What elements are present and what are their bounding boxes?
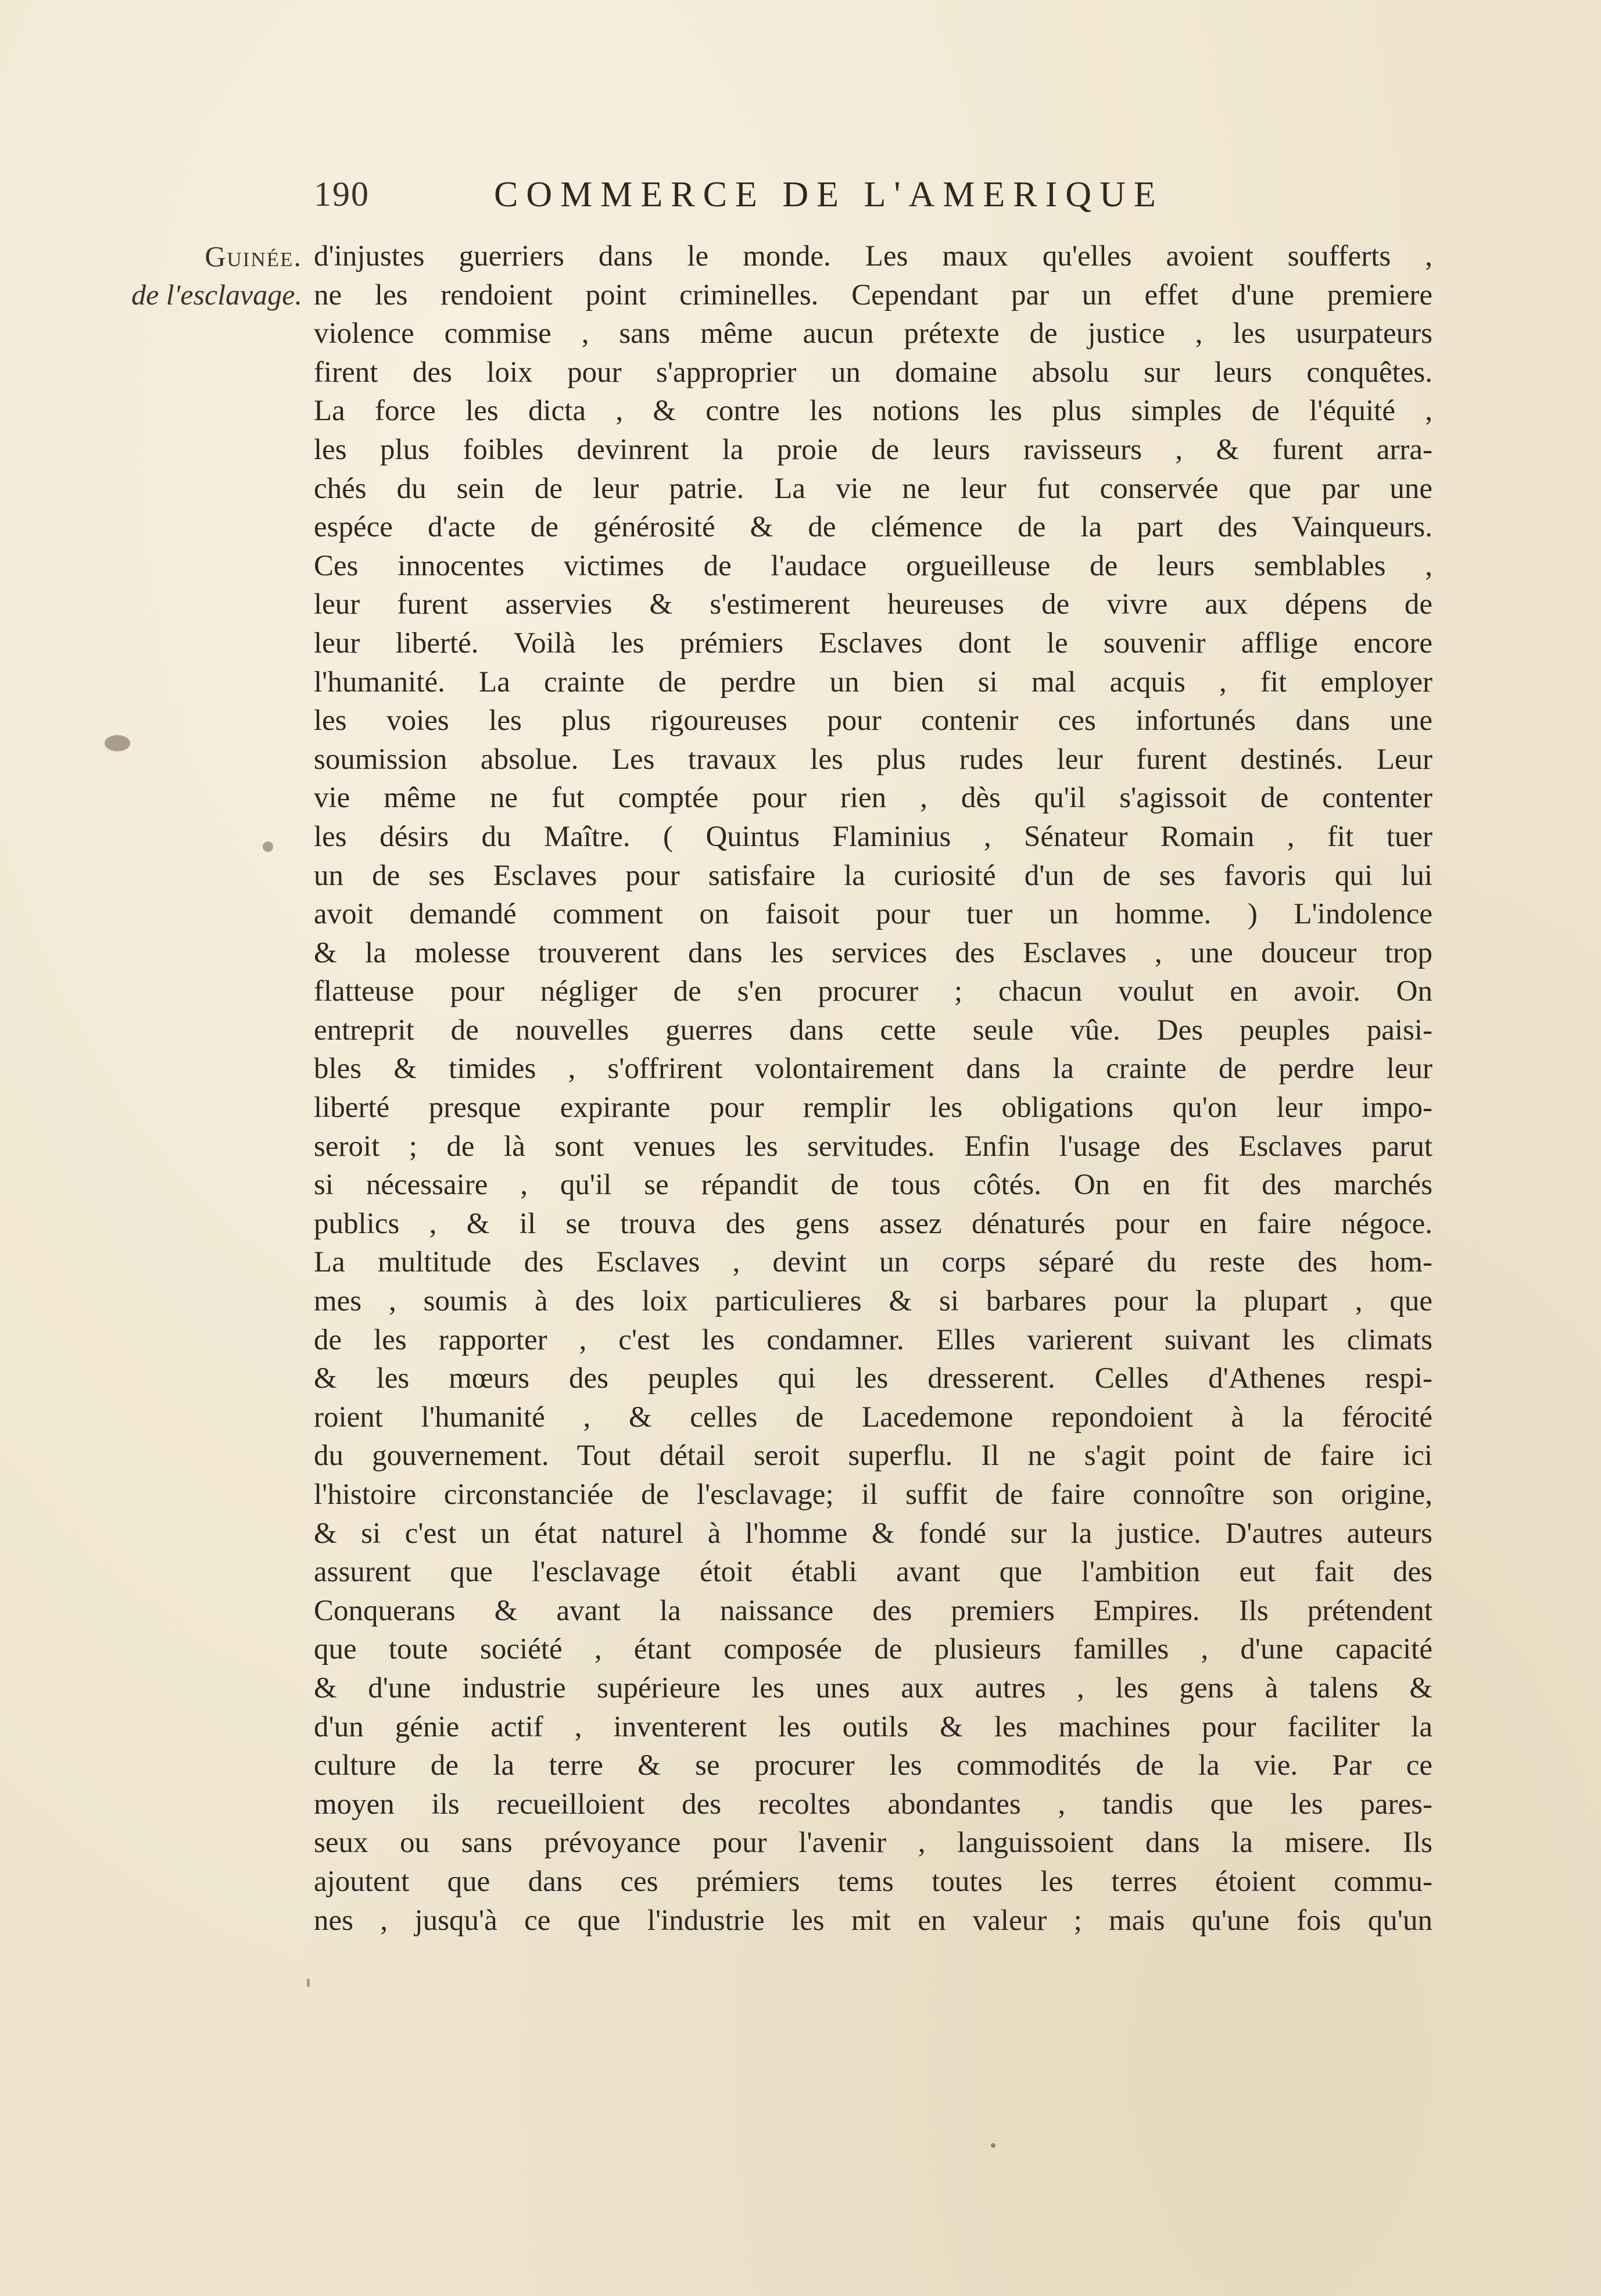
text-line: que toute société , étant composée de plusieurs familles , d'une capacité bbox=[314, 1633, 1432, 1666]
margin-note-subtopic: de l'esclavage. bbox=[131, 278, 302, 311]
text-line: & d'une industrie supérieure les unes aux autres , les gens à talens & bbox=[314, 1671, 1432, 1704]
text-line: liberté presque expirante pour remplir les obligations qu'on leur impo- bbox=[314, 1091, 1432, 1124]
text-line: & les mœurs des peuples qui les dresserent. Celles d'Athenes respi- bbox=[314, 1362, 1432, 1395]
text-line: publics , & il se trouva des gens assez dénaturés pour en faire négoce. bbox=[314, 1207, 1432, 1240]
text-line: assurent que l'esclavage étoit établi avant que l'ambition eut fait des bbox=[314, 1556, 1432, 1589]
marginal-notes bbox=[99, 237, 302, 314]
text-line: culture de la terre & se procurer les commodités de la vie. Par ce bbox=[314, 1749, 1432, 1782]
text-line: flatteuse pour négliger de s'en procurer ; chacun voulut en avoir. On bbox=[314, 975, 1432, 1008]
page-number: 190 bbox=[314, 175, 370, 213]
page-header bbox=[314, 174, 1267, 227]
running-title: COMMERCE DE L'AMERIQUE bbox=[494, 175, 1164, 214]
text-line: chés du sein de leur patrie. La vie ne leur fut conservée que par une bbox=[314, 472, 1432, 505]
text-line: d'un génie actif , inventerent les outils & les machines pour faciliter la bbox=[314, 1710, 1432, 1743]
text-line: & si c'est un état naturel à l'homme & fondé sur la justice. D'autres auteurs bbox=[314, 1517, 1432, 1550]
margin-note-topic: Guinée. bbox=[205, 240, 302, 273]
body-text bbox=[314, 237, 1432, 1940]
text-line: mes , soumis à des loix particulieres & si barbares pour la plupart , que bbox=[314, 1285, 1432, 1318]
text-line: ne les rendoient point criminelles. Cependant par un effet d'une premiere bbox=[314, 278, 1432, 311]
text-line: moyen ils recueilloient des recoltes abondantes , tandis que les pares- bbox=[314, 1788, 1432, 1821]
text-line: un de ses Esclaves pour satisfaire la curiosité d'un de ses favoris qui lui bbox=[314, 859, 1432, 892]
text-line: les désirs du Maître. ( Quintus Flaminius , Sénateur Romain , fit tuer bbox=[314, 820, 1432, 853]
text-line: entreprit de nouvelles guerres dans cette seule vûe. Des peuples paisi- bbox=[314, 1013, 1432, 1047]
text-line: les plus foibles devinrent la proie de leurs ravisseurs , & furent arra- bbox=[314, 433, 1432, 466]
text-line: ajoutent que dans ces prémiers tems toutes les terres étoient commu- bbox=[314, 1865, 1432, 1898]
text-line: de les rapporter , c'est les condamner. Elles varierent suivant les climats bbox=[314, 1323, 1432, 1356]
text-line: leur furent asservies & s'estimerent heureuses de vivre aux dépens de bbox=[314, 588, 1432, 621]
text-line: du gouvernement. Tout détail seroit superflu. Il ne s'agit point de faire ici bbox=[314, 1439, 1432, 1473]
text-line: l'histoire circonstanciée de l'esclavage; il suffit de faire connoître son origine, bbox=[314, 1478, 1432, 1511]
text-line: si nécessaire , qu'il se répandit de tous côtés. On en fit des marchés bbox=[314, 1169, 1432, 1202]
text-line: avoit demandé comment on faisoit pour tuer un homme. ) L'indolence bbox=[314, 898, 1432, 931]
text-line: Conquerans & avant la naissance des premiers Empires. Ils prétendent bbox=[314, 1594, 1432, 1627]
ink-speck bbox=[991, 2143, 995, 2148]
text-line: roient l'humanité , & celles de Lacedemone repondoient à la férocité bbox=[314, 1400, 1432, 1434]
text-line: leur liberté. Voilà les prémiers Esclaves dont le souvenir afflige encore bbox=[314, 626, 1432, 660]
text-line: d'injustes guerriers dans le monde. Les maux qu'elles avoient soufferts , bbox=[314, 240, 1432, 273]
ink-speck bbox=[307, 1979, 310, 1987]
text-line: & la molesse trouverent dans les services des Esclaves , une douceur trop bbox=[314, 936, 1432, 969]
text-line: vie même ne fut comptée pour rien , dès qu'il s'agissoit de contenter bbox=[314, 782, 1432, 815]
text-line: seroit ; de là sont venues les servitudes. Enfin l'usage des Esclaves parut bbox=[314, 1130, 1432, 1163]
text-line: Ces innocentes victimes de l'audace orgueilleuse de leurs semblables , bbox=[314, 549, 1432, 582]
text-line: bles & timides , s'offrirent volontairement dans la crainte de perdre leur bbox=[314, 1052, 1432, 1086]
text-line: soumission absolue. Les travaux les plus rudes leur furent destinés. Leur bbox=[314, 743, 1432, 776]
text-line: les voies les plus rigoureuses pour contenir ces infortunés dans une bbox=[314, 704, 1432, 737]
text-line: violence commise , sans même aucun prétexte de justice , les usurpateurs bbox=[314, 317, 1432, 350]
text-line: La multitude des Esclaves , devint un corps séparé du reste des hom- bbox=[314, 1246, 1432, 1279]
text-line: La force les dicta , & contre les notions les plus simples de l'équité , bbox=[314, 395, 1432, 428]
text-line: firent des loix pour s'approprier un domaine absolu sur leurs conquêtes. bbox=[314, 356, 1432, 389]
text-line: seux ou sans prévoyance pour l'avenir , languissoient dans la misere. Ils bbox=[314, 1826, 1432, 1860]
text-line: espéce d'acte de générosité & de clémence de la part des Vainqueurs. bbox=[314, 511, 1432, 544]
text-line: nes , jusqu'à ce que l'industrie les mit en valeur ; mais qu'une fois qu'un bbox=[314, 1904, 1432, 1937]
text-line: l'humanité. La crainte de perdre un bien si mal acquis , fit employer bbox=[314, 665, 1432, 699]
ink-blot bbox=[263, 841, 273, 852]
ink-blot bbox=[105, 735, 130, 751]
